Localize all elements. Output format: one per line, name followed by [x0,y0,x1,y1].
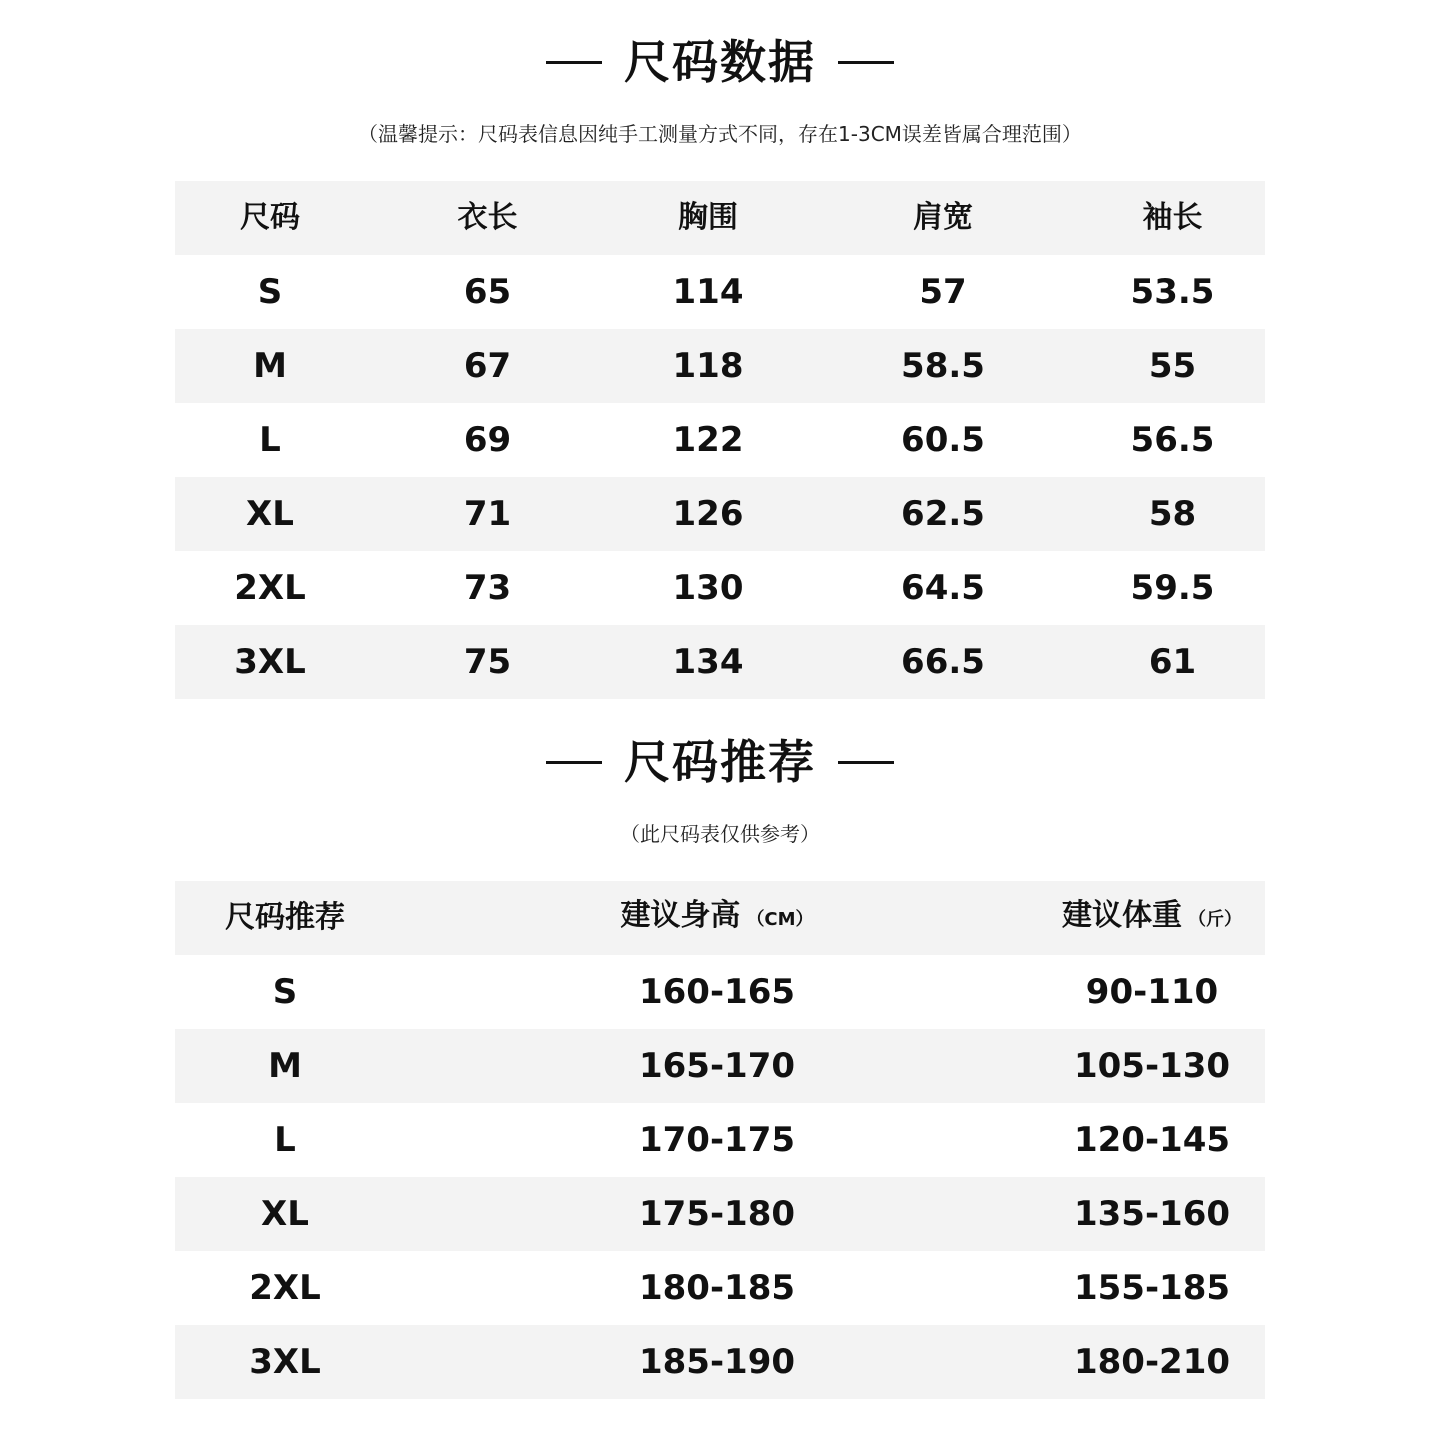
header-height [395,879,1039,957]
size-data-title-text: 尺码数据 [624,35,816,89]
cell-height: 175-180 [638,1194,796,1234]
cell-size: 2XL [249,1268,321,1308]
header-length: 衣长 [457,200,518,235]
cell-height: 180-185 [638,1268,796,1308]
table-row [175,1251,1265,1325]
title-dash-left [546,61,602,64]
cell-chest: 130 [672,568,744,608]
cell-shoulder: 57 [919,272,967,312]
cell-length: 71 [463,494,512,534]
cell-shoulder: 62.5 [901,494,985,534]
cell-height: 170-175 [638,1120,796,1160]
cell-length: 65 [463,272,512,312]
cell-sleeve: 58 [1148,494,1197,534]
header-chest: 胸围 [678,200,738,235]
header-unit: （CM） [746,909,814,930]
header-size-recommend [175,881,395,955]
cell-weight: 180-210 [1073,1342,1231,1382]
table-row [175,477,1265,551]
table-row [175,955,1265,1029]
cell-weight: 135-160 [1073,1194,1231,1234]
title-dash-right [838,761,894,764]
table-header-row [175,881,1265,955]
header-sleeve: 袖长 [1142,200,1203,235]
header-weight [1039,879,1265,957]
table-row [175,255,1265,329]
table-row [175,1029,1265,1103]
table-row [175,1325,1265,1399]
size-data-title [0,32,1440,92]
cell-sleeve: 56.5 [1130,420,1215,460]
cell-chest: 134 [672,642,744,682]
table-row [175,551,1265,625]
cell-sleeve: 55 [1148,346,1197,386]
cell-shoulder: 66.5 [901,642,985,682]
header-label: 尺码推荐 [225,900,345,935]
table-row [175,1103,1265,1177]
table-row [175,329,1265,403]
size-recommend-title-text: 尺码推荐 [624,735,816,789]
cell-weight: 120-145 [1073,1120,1231,1160]
cell-chest: 126 [672,494,744,534]
cell-size: 3XL [249,1342,321,1382]
cell-sleeve: 61 [1148,642,1197,682]
header-size: 尺码 [240,200,300,235]
cell-height: 185-190 [638,1342,796,1382]
table-row [175,625,1265,699]
cell-size: S [272,972,298,1012]
cell-size: M [253,346,287,386]
size-recommend-note: （此尺码表仅供参考） [620,822,820,846]
title-dash-left [546,761,602,764]
cell-length: 73 [463,568,512,608]
cell-size: XL [246,494,294,534]
title-dash-right [838,61,894,64]
header-unit: （斤） [1188,909,1242,930]
cell-size: XL [261,1194,309,1234]
cell-size: L [274,1120,296,1160]
table-header-row [175,181,1265,255]
cell-height: 165-170 [638,1046,796,1086]
header-label: 建议身高 [620,898,741,933]
cell-shoulder: 64.5 [901,568,985,608]
cell-sleeve: 53.5 [1130,272,1215,312]
size-data-table [175,181,1265,699]
cell-length: 67 [463,346,512,386]
table-row [175,1177,1265,1251]
cell-size: L [259,420,281,460]
header-label: 建议体重 [1062,898,1182,933]
size-recommend-title [0,732,1440,792]
cell-sleeve: 59.5 [1130,568,1215,608]
cell-shoulder: 58.5 [901,346,985,386]
cell-shoulder: 60.5 [901,420,985,460]
cell-weight: 90-110 [1085,972,1219,1012]
cell-chest: 118 [672,346,744,386]
cell-size: M [268,1046,302,1086]
header-shoulder: 肩宽 [913,200,973,235]
size-data-note: （温馨提示：尺码表信息因纯手工测量方式不同，存在1-3CM误差皆属合理范围） [358,122,1082,146]
cell-size: S [257,272,283,312]
cell-weight: 105-130 [1073,1046,1231,1086]
cell-chest: 122 [672,420,744,460]
cell-chest: 114 [672,272,744,312]
cell-size: 3XL [234,642,306,682]
size-recommend-table [175,881,1265,1399]
cell-weight: 155-185 [1073,1268,1231,1308]
cell-length: 69 [463,420,512,460]
cell-height: 160-165 [638,972,796,1012]
cell-length: 75 [463,642,512,682]
cell-size: 2XL [234,568,306,608]
table-row [175,403,1265,477]
